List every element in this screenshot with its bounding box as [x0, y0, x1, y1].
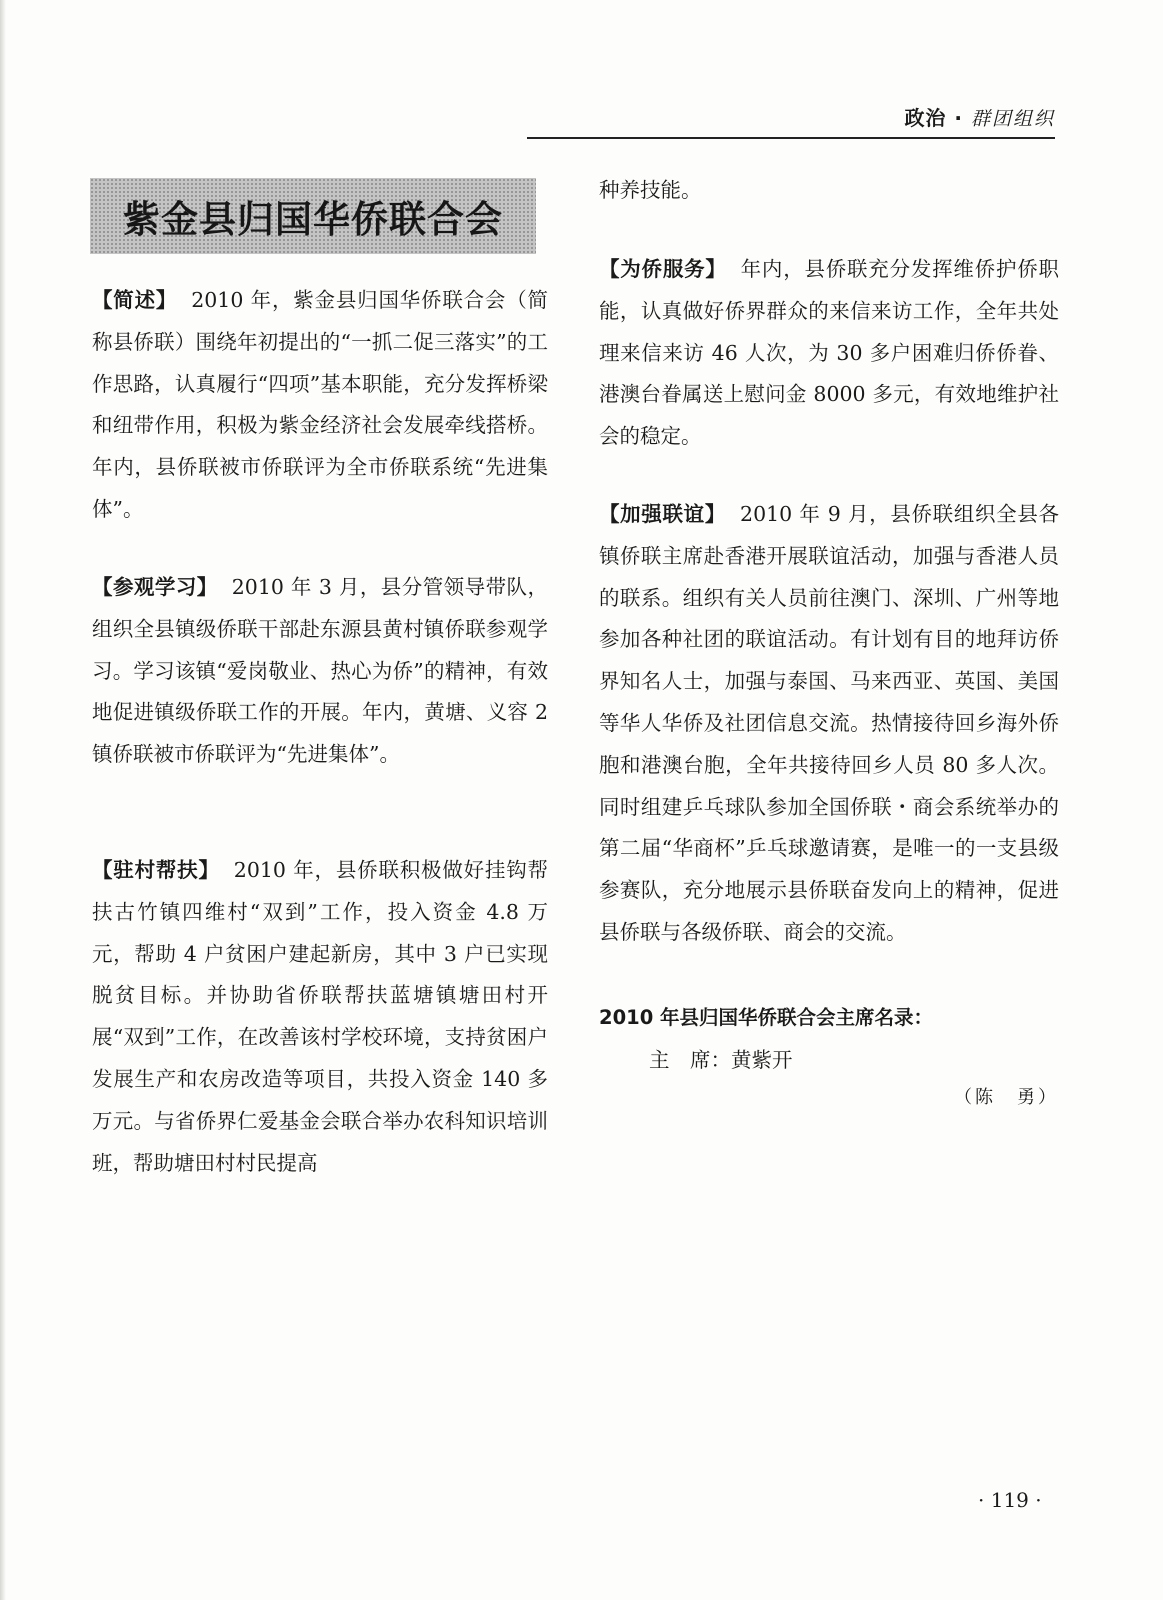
- scan-edge-shadow: [0, 0, 6, 1600]
- header-subsection-label: 群团组织: [970, 108, 1055, 130]
- author-credit: （陈 勇）: [954, 1087, 1059, 1108]
- header-section-label: 政治: [904, 106, 947, 130]
- roster-title: 2010 年县归国华侨联合会主席名录：: [599, 1006, 934, 1029]
- service-heading: 【为侨服务】: [599, 257, 727, 281]
- overview-paragraph: [92, 280, 548, 531]
- liaison-heading: 【加强联谊】: [599, 502, 727, 526]
- overview-text: 2010 年，紫金县归国华侨联合会（简称县侨联）围绕年初提出的“一抓二促三落实”的工作思路，认真履行“四项”基本职能，充分发挥桥梁和纽带作用，积极为紫金经济社会发展牵线搭桥。年内，县侨联被市侨联评为全市侨联系统“先进集体”。: [92, 288, 549, 521]
- right-column: [599, 170, 1059, 1120]
- left-column: [92, 280, 548, 1180]
- liaison-paragraph: [599, 494, 1059, 954]
- header-rule: [527, 137, 1055, 139]
- service-paragraph: [599, 249, 1059, 458]
- page-number: · 119 ·: [978, 1488, 1042, 1512]
- running-header: [904, 102, 1055, 131]
- continuation-text: 种养技能。: [599, 178, 702, 202]
- study-visit-text: 2010 年 3 月，县分管领导带队，组织全县镇级侨联干部赴东源县黄村镇侨联参观学习。学习该镇“爱岗敬业、热心为侨”的精神，有效地促进镇级侨联工作的开展。年内，黄塘、义容 2 镇侨联被市侨联评为“先进集体”。: [92, 575, 549, 767]
- village-aid-heading: 【驻村帮扶】: [92, 858, 220, 882]
- overview-heading: 【简述】: [92, 288, 178, 312]
- study-visit-paragraph: [92, 567, 548, 776]
- page-title: 紫金县归国华侨联合会: [123, 198, 503, 241]
- village-aid-paragraph: [92, 850, 548, 1184]
- roster-chairman: 主 席：黄紫开: [649, 1048, 793, 1072]
- study-visit-heading: 【参观学习】: [92, 575, 218, 599]
- liaison-text: 2010 年 9 月，县侨联组织全县各镇侨联主席赴香港开展联谊活动，加强与香港人员的联系。组织有关人员前往澳门、深圳、广州等地参加各种社团的联谊活动。有计划有目的地拜访侨界知名人士，加强与泰国、马来西亚、英国、美国等华人华侨及社团信息交流。热情接待回乡海外侨胞和港澳台胞，全年共接待回乡人员 80 多人次。同时组建乒乓球队参加全国侨联・商会系统举办的第二届“华商杯”乒乓球邀请赛，是唯一的一支县级参赛队，充分地展示县侨联奋发向上的精神，促进县侨联与各级侨联、商会的交流。: [599, 502, 1060, 944]
- title-banner: [90, 178, 536, 254]
- header-separator: ·: [954, 106, 964, 130]
- village-aid-text: 2010 年，县侨联积极做好挂钩帮扶古竹镇四维村“双到”工作，投入资金 4.8 万元，帮助 4 户贫困户建起新房，其中 3 户已实现脱贫目标。并协助省侨联帮扶蓝塘镇塘田村开展“双到”工作，在改善该村学校环境，支持贫困户发展生产和农房改造等项目，共投入资金 140 多万元。与省侨界仁爱基金会联合举办农科知识培训班，帮助塘田村村民提高: [92, 858, 549, 1175]
- service-text: 年内，县侨联充分发挥维侨护侨职能，认真做好侨界群众的来信来访工作，全年共处理来信来访 46 人次，为 30 多户困难归侨侨眷、港澳台眷属送上慰问金 8000 多元，有效地维护社会的稳定。: [599, 257, 1060, 449]
